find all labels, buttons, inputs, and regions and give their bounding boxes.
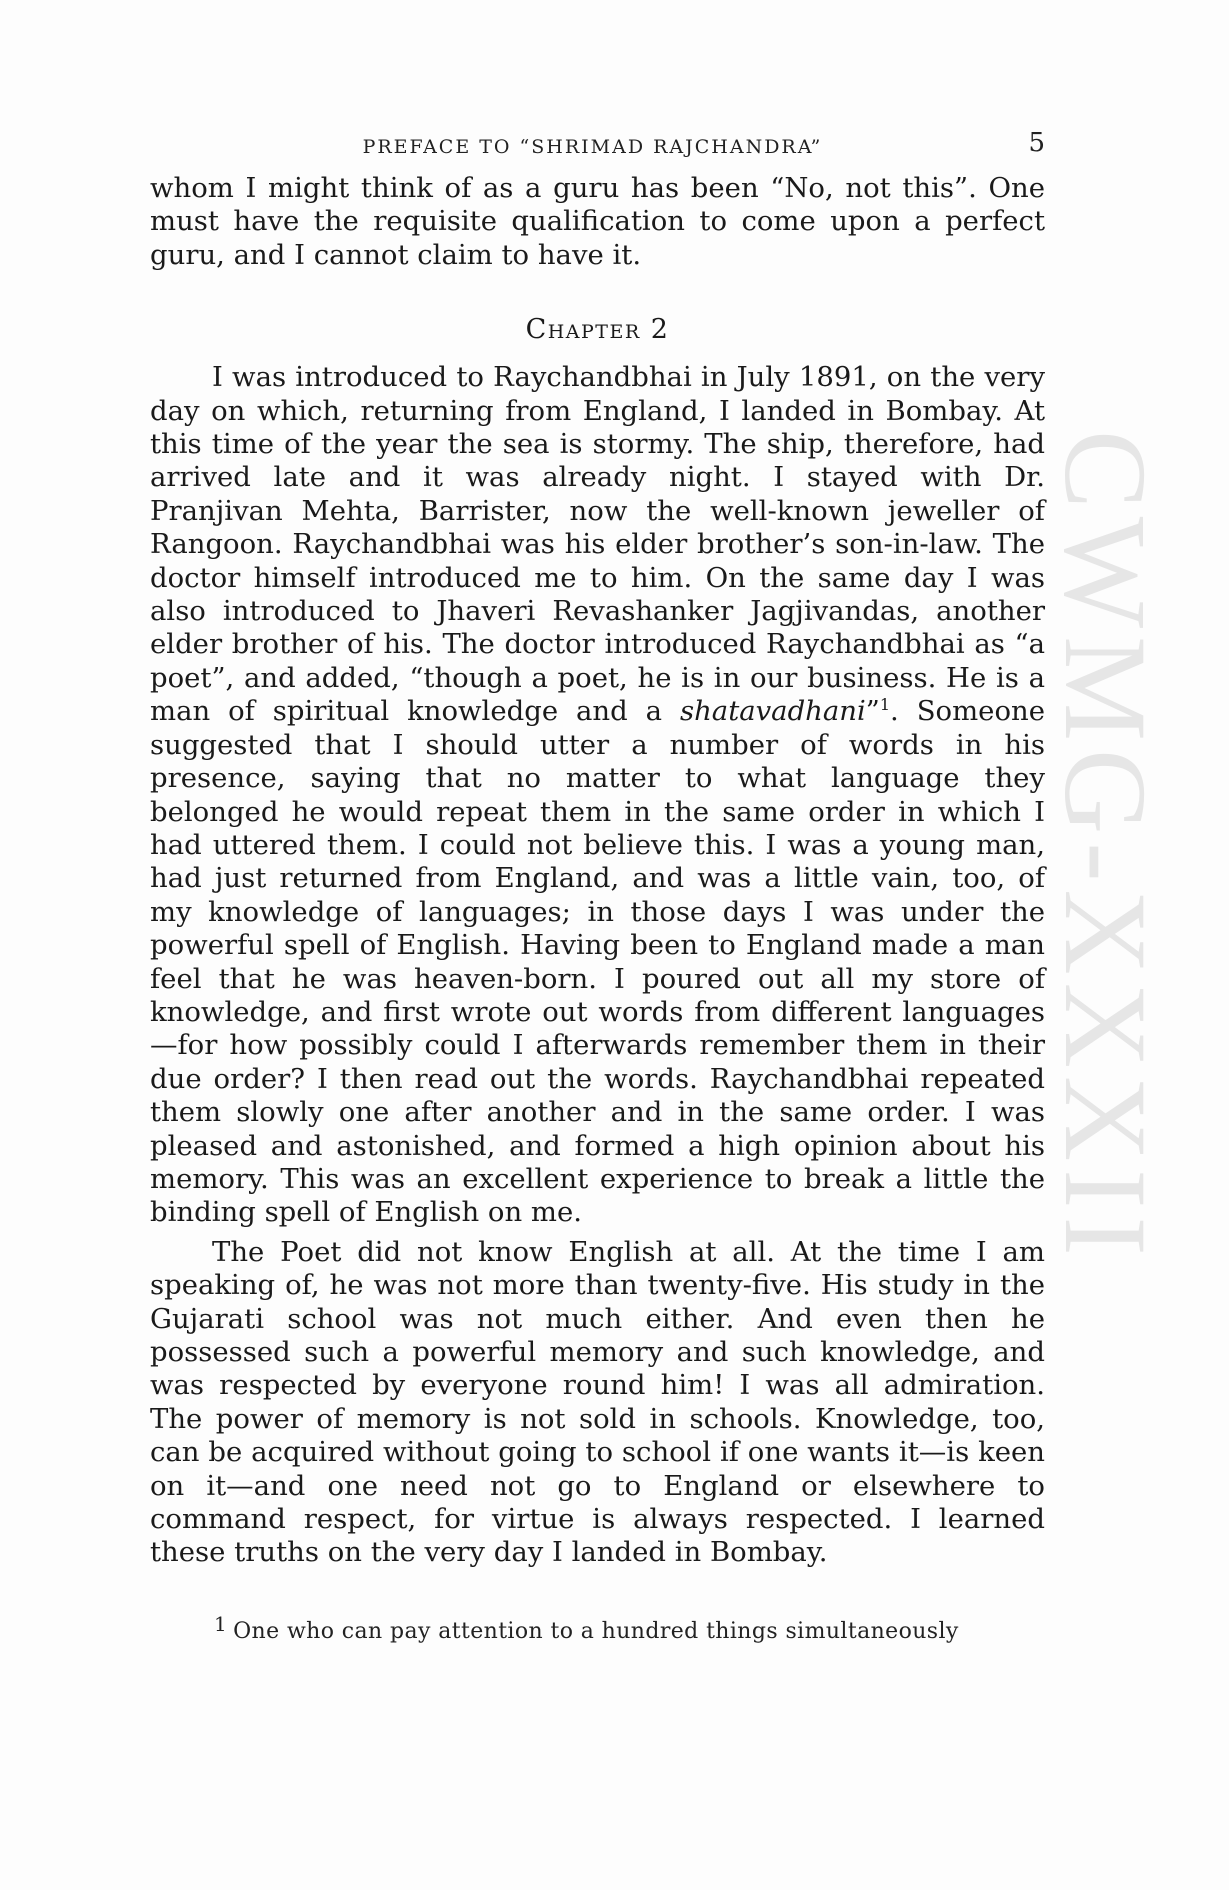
page-number: 5 bbox=[1028, 128, 1045, 158]
footnote-text: One who can pay attention to a hundred things simultaneously bbox=[233, 1618, 959, 1644]
footnote-marker: 1 bbox=[214, 1611, 228, 1636]
paragraph-poet: The Poet did not know English at all. At the time I am speaking of, he was not more than twenty-five. His study in the Gujarati school was not much either. And even then he possessed such a powerful memory and such knowledge, and was respected by everyone round him! I was all admiration. The power of memory is not sold in schools. Knowledge, too, can be acquired without going to school if one wants it—is keen on it—and one need not go to England or elsewhere to command respect, for virtue is always respected. I learned these truths on the very day I landed in Bombay. bbox=[150, 1235, 1045, 1569]
paragraph-introduction bbox=[150, 361, 1045, 1230]
watermark bbox=[1040, 430, 1171, 1480]
footnote-reference: 1 bbox=[879, 695, 891, 715]
running-head-title: PREFACE TO “SHRIMAD RAJCHANDRA” bbox=[362, 136, 823, 158]
paragraph-introduction-text-end: . Someone suggested that I should utter a number of words in his presence, saying that no matter to what language they belonged he would repeat them in the same order in which I had uttered them. I could not believe this. I was a young man, had just returned from England, and was a little vain, too, of my knowledge of languages; in those days I was under the powerful spell of English. Having been to England made a man feel that he was heaven-born. I poured out all my store of knowledge, and first wrote out words from different languages—for how possibly could I afterwards remember them in their due order? I then read out the words. Raychandbhai repeated them slowly one after another and in the same order. I was pleased and astonished, and formed a high opinion about his memory. This was an excellent experience to break a little the binding spell of English on me. bbox=[150, 695, 1045, 1229]
italic-term-shatavadhani: shatavadhani bbox=[679, 695, 866, 728]
paragraph-introduction-text-start: I was introduced to Raychandbhai in July 1891, on the very day on which, returning from England, I landed in Bombay. At this time of the year the sea is stormy. The ship, therefore, had arrived late and it was already night. I stayed with Dr. Pranjivan Mehta, Barrister, now the well-known jeweller of Rangoon. Raychandbhai was his elder brother’s son-in-law. The doctor himself introduced me to him. On the same day I was also introduced to Jhaveri Revashanker Jagjivandas, another elder brother of his. The doctor introduced Raychandbhai as “a poet”, and added, “though a poet, he is in our business. He is a man of spiritual knowledge and a bbox=[150, 361, 1045, 728]
paragraph-continuation: whom I might think of as a guru has been “No, not this”. One must have the requisite qualification to come upon a perfect guru, and I cannot claim to have it. bbox=[150, 172, 1045, 271]
running-head bbox=[150, 128, 1045, 168]
closing-quote: ” bbox=[865, 695, 880, 728]
document-page bbox=[150, 128, 1045, 1644]
watermark-text: CWMG-XXXII bbox=[1040, 430, 1171, 1264]
chapter-heading: Chapter 2 bbox=[525, 314, 670, 346]
footnote bbox=[214, 1612, 1045, 1644]
